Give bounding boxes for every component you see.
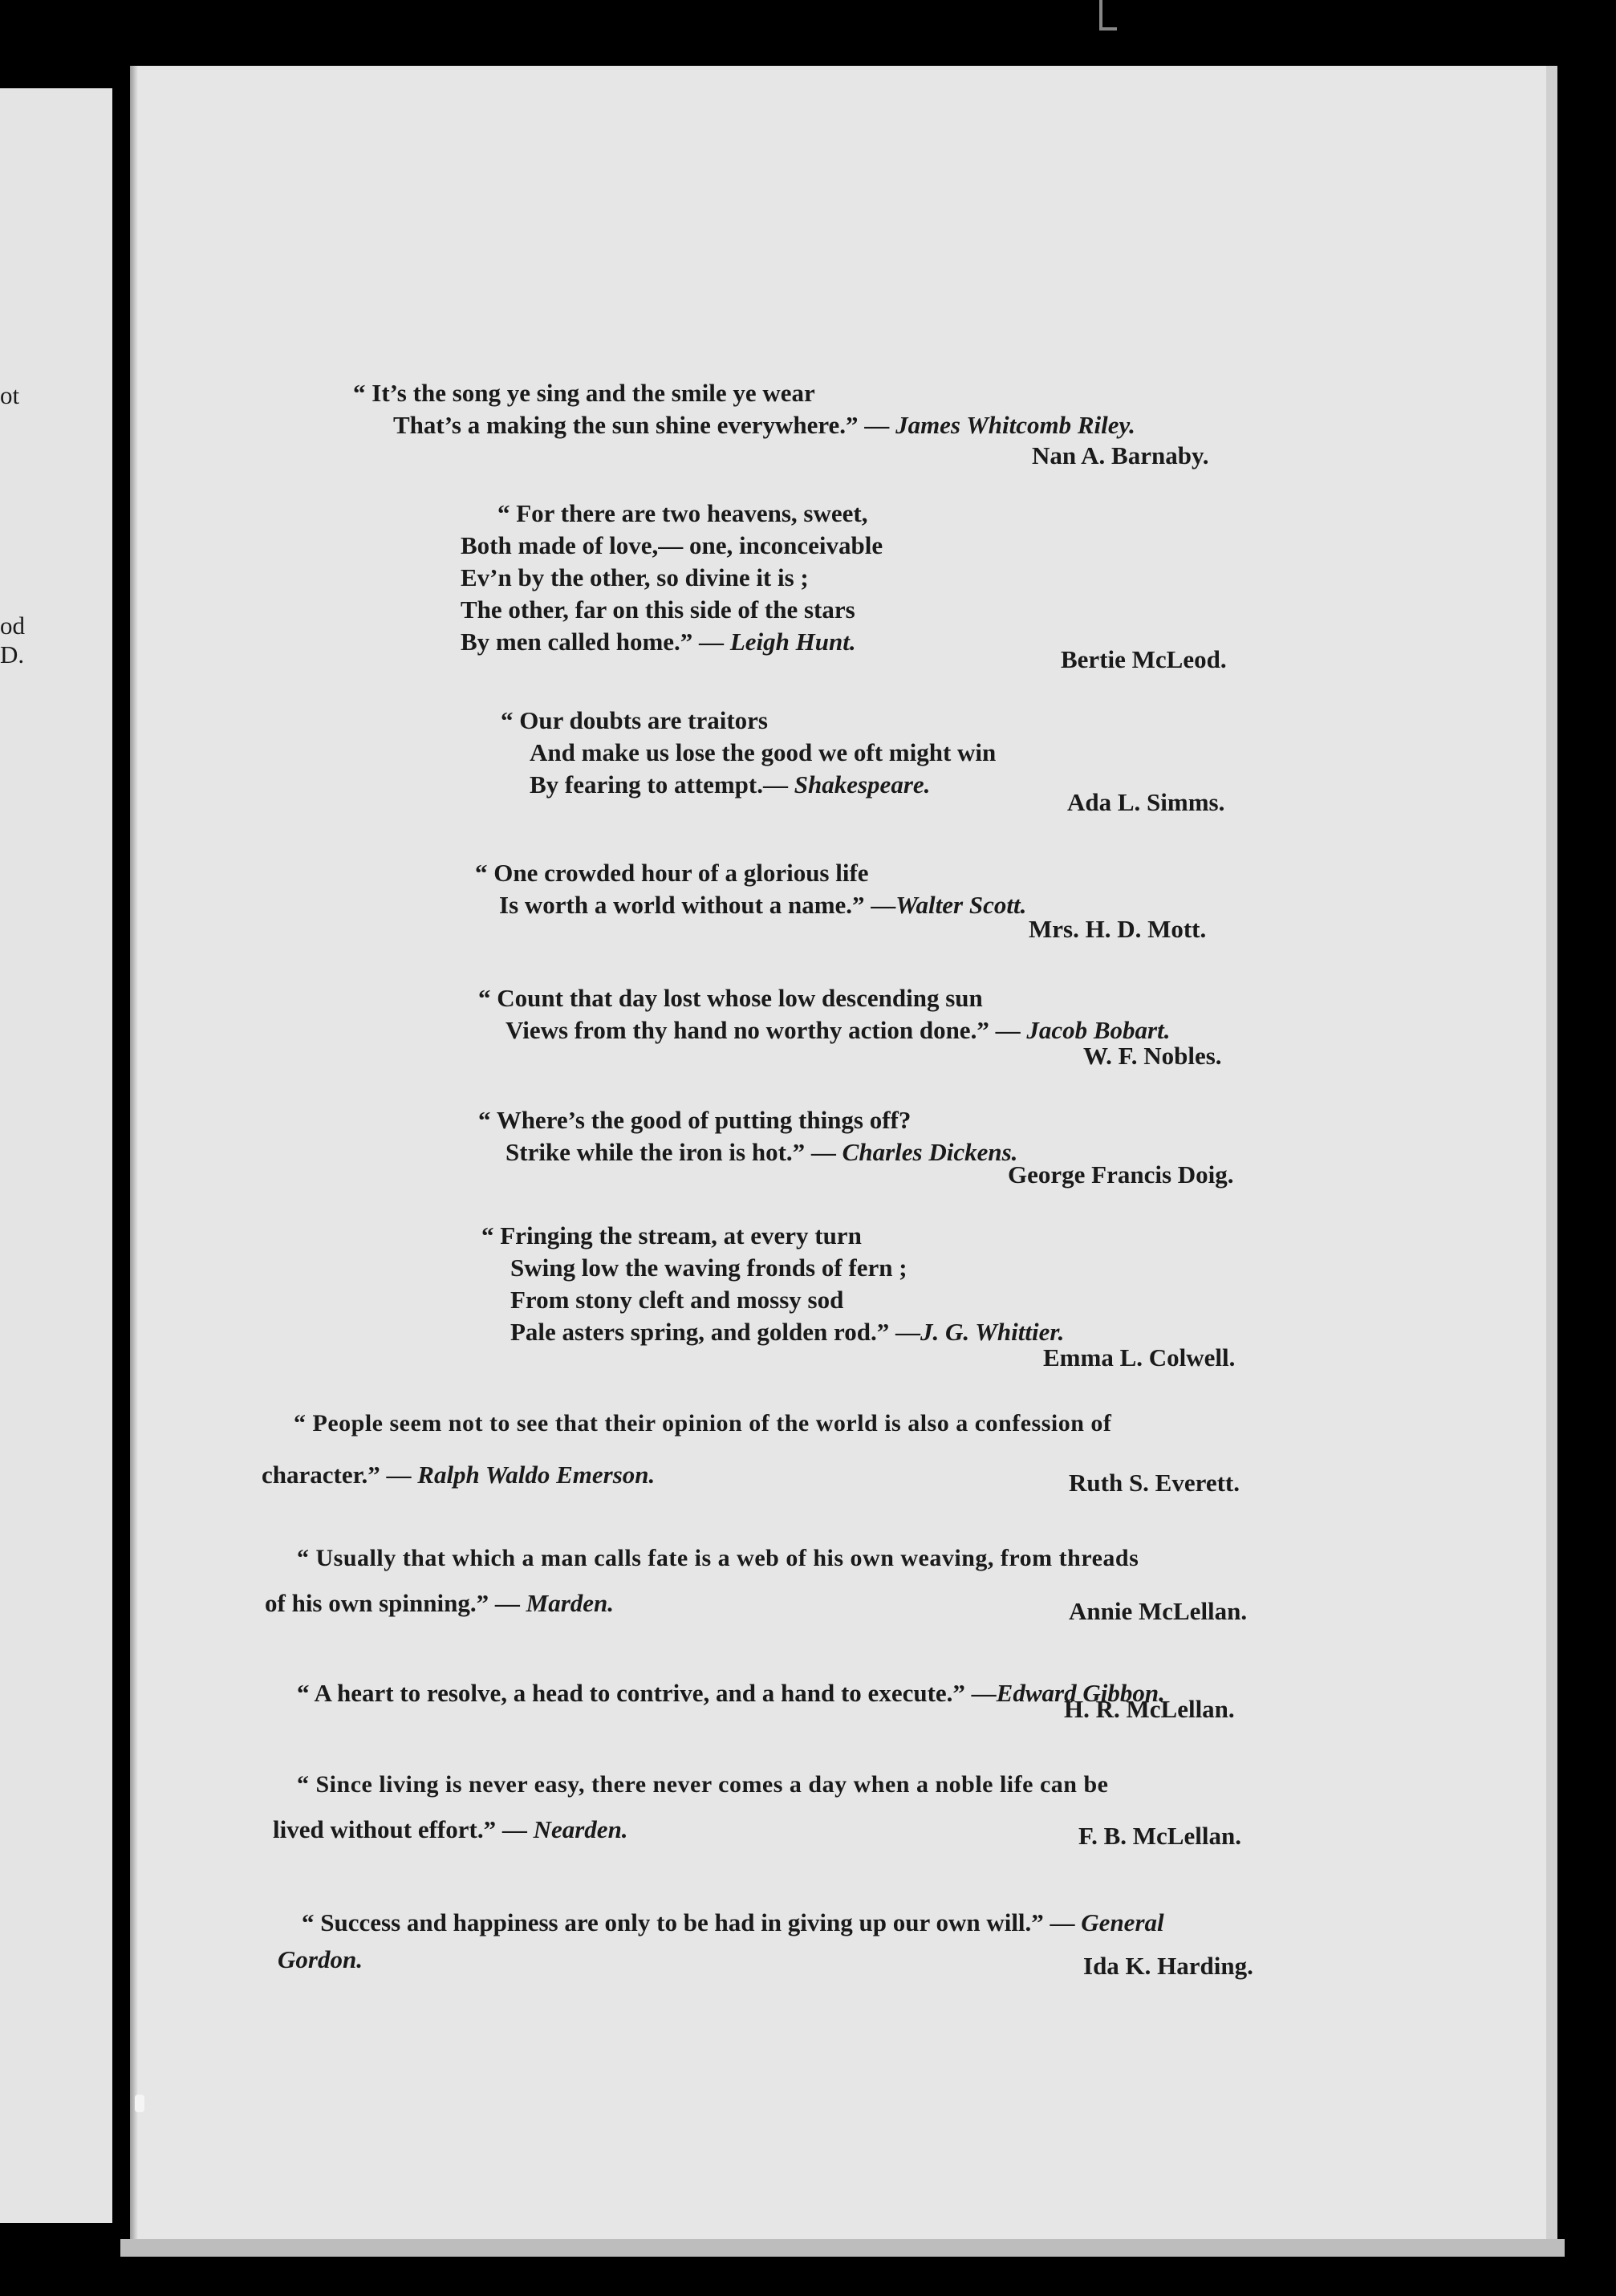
- quote-line: Swing low the waving fronds of fern ;: [510, 1254, 907, 1282]
- top-edge-mark-foot: [1099, 27, 1117, 30]
- quote-line: “ One crowded hour of a glorious life: [475, 859, 869, 887]
- quote-line: Both made of love,— one, inconceivable: [461, 531, 883, 559]
- contributor-name: F. B. McLellan.: [1078, 1822, 1241, 1850]
- quote-line: The other, far on this side of the stars: [461, 595, 855, 624]
- quote-line: “ Fringing the stream, at every turn: [481, 1221, 862, 1250]
- quote-line: Ev’n by the other, so divine it is ;: [461, 563, 809, 591]
- quote-line: of his own spinning.” — Marden.: [265, 1589, 615, 1617]
- contributor-name: Mrs. H. D. Mott.: [1029, 915, 1207, 943]
- contributor-name: Ida K. Harding.: [1083, 1952, 1253, 1980]
- quote-line: “ People seem not to see that their opinion of the world is also a confession of: [294, 1410, 1112, 1437]
- contributor-name: Bertie McLeod.: [1061, 645, 1227, 673]
- quote-line: “ Since living is never easy, there never comes a day when a noble life can be: [297, 1771, 1109, 1798]
- quote-line: Is worth a world without a name.” —Walter Scott.: [499, 891, 1027, 919]
- fragment-text: ot: [0, 381, 20, 409]
- quote-line: “ Our doubts are traitors: [501, 706, 768, 734]
- quote-line: “ For there are two heavens, sweet,: [497, 499, 868, 527]
- page-gutter-shadow: [130, 66, 138, 2253]
- quote-attribution: Walter Scott.: [895, 891, 1027, 919]
- quote-line: From stony cleft and mossy sod: [510, 1286, 844, 1314]
- quote-line: “ Where’s the good of putting things off?: [478, 1106, 912, 1134]
- fragment-text: D.: [0, 640, 25, 668]
- quote-line: “ A heart to resolve, a head to contrive, and a hand to execute.” —Edward Gibbon.: [297, 1679, 1165, 1707]
- quote-attribution-continued: Gordon.: [278, 1945, 363, 1973]
- contributor-name: George Francis Doig.: [1008, 1160, 1234, 1189]
- quote-attribution: James Whitcomb Riley.: [895, 411, 1135, 439]
- quote-attribution: General: [1081, 1908, 1164, 1936]
- quote-line: By fearing to attempt.— Shakespeare.: [530, 770, 931, 799]
- quote-attribution: Nearden.: [533, 1815, 628, 1843]
- top-edge-mark: [1099, 0, 1102, 29]
- page-bottom-edge: [120, 2239, 1565, 2257]
- quote-line: “ Success and happiness are only to be had in giving up our own will.” — General: [302, 1908, 1164, 1936]
- quote-attribution: Leigh Hunt.: [729, 628, 856, 656]
- quote-line: “ It’s the song ye sing and the smile ye wear: [353, 379, 815, 407]
- quote-line: “ Count that day lost whose low descending sun: [478, 984, 983, 1012]
- facing-page-fragment: [0, 88, 112, 2223]
- quote-line: By men called home.” — Leigh Hunt.: [461, 628, 856, 656]
- quote-attribution: Jacob Bobart.: [1026, 1016, 1171, 1044]
- paper-speck: [135, 2095, 144, 2112]
- quote-line: “ Usually that which a man calls fate is a web of his own weaving, from threads: [297, 1545, 1139, 1571]
- quote-attribution: J. G. Whittier.: [920, 1318, 1065, 1346]
- contributor-name: W. F. Nobles.: [1083, 1042, 1222, 1070]
- quote-line: Pale asters spring, and golden rod.” —J. G. Whittier.: [510, 1318, 1065, 1346]
- quote-attribution: Shakespeare.: [794, 770, 931, 799]
- fragment-text: od: [0, 612, 25, 640]
- contributor-name: H. R. McLellan.: [1064, 1695, 1235, 1723]
- contributor-name: Nan A. Barnaby.: [1032, 441, 1209, 469]
- quote-attribution: Charles Dickens.: [842, 1138, 1018, 1166]
- quote-line: Views from thy hand no worthy action done.” — Jacob Bobart.: [506, 1016, 1171, 1044]
- quote-attribution: Edward Gibbon.: [996, 1679, 1165, 1707]
- quote-line: lived without effort.” — Nearden.: [273, 1815, 628, 1843]
- quote-attribution: Ralph Waldo Emerson.: [417, 1461, 656, 1489]
- contributor-name: Emma L. Colwell.: [1043, 1343, 1236, 1372]
- contributor-name: Ruth S. Everett.: [1069, 1469, 1240, 1497]
- quote-line: And make us lose the good we oft might win: [530, 738, 997, 766]
- contributor-name: Ada L. Simms.: [1067, 788, 1225, 816]
- quote-attribution: Marden.: [526, 1589, 615, 1617]
- quote-line: Strike while the iron is hot.” — Charles Dickens.: [506, 1138, 1018, 1166]
- quote-line: That’s a making the sun shine everywhere.” — James Whitcomb Riley.: [393, 411, 1135, 439]
- contributor-name: Annie McLellan.: [1069, 1597, 1248, 1625]
- quote-line: character.” — Ralph Waldo Emerson.: [262, 1461, 656, 1489]
